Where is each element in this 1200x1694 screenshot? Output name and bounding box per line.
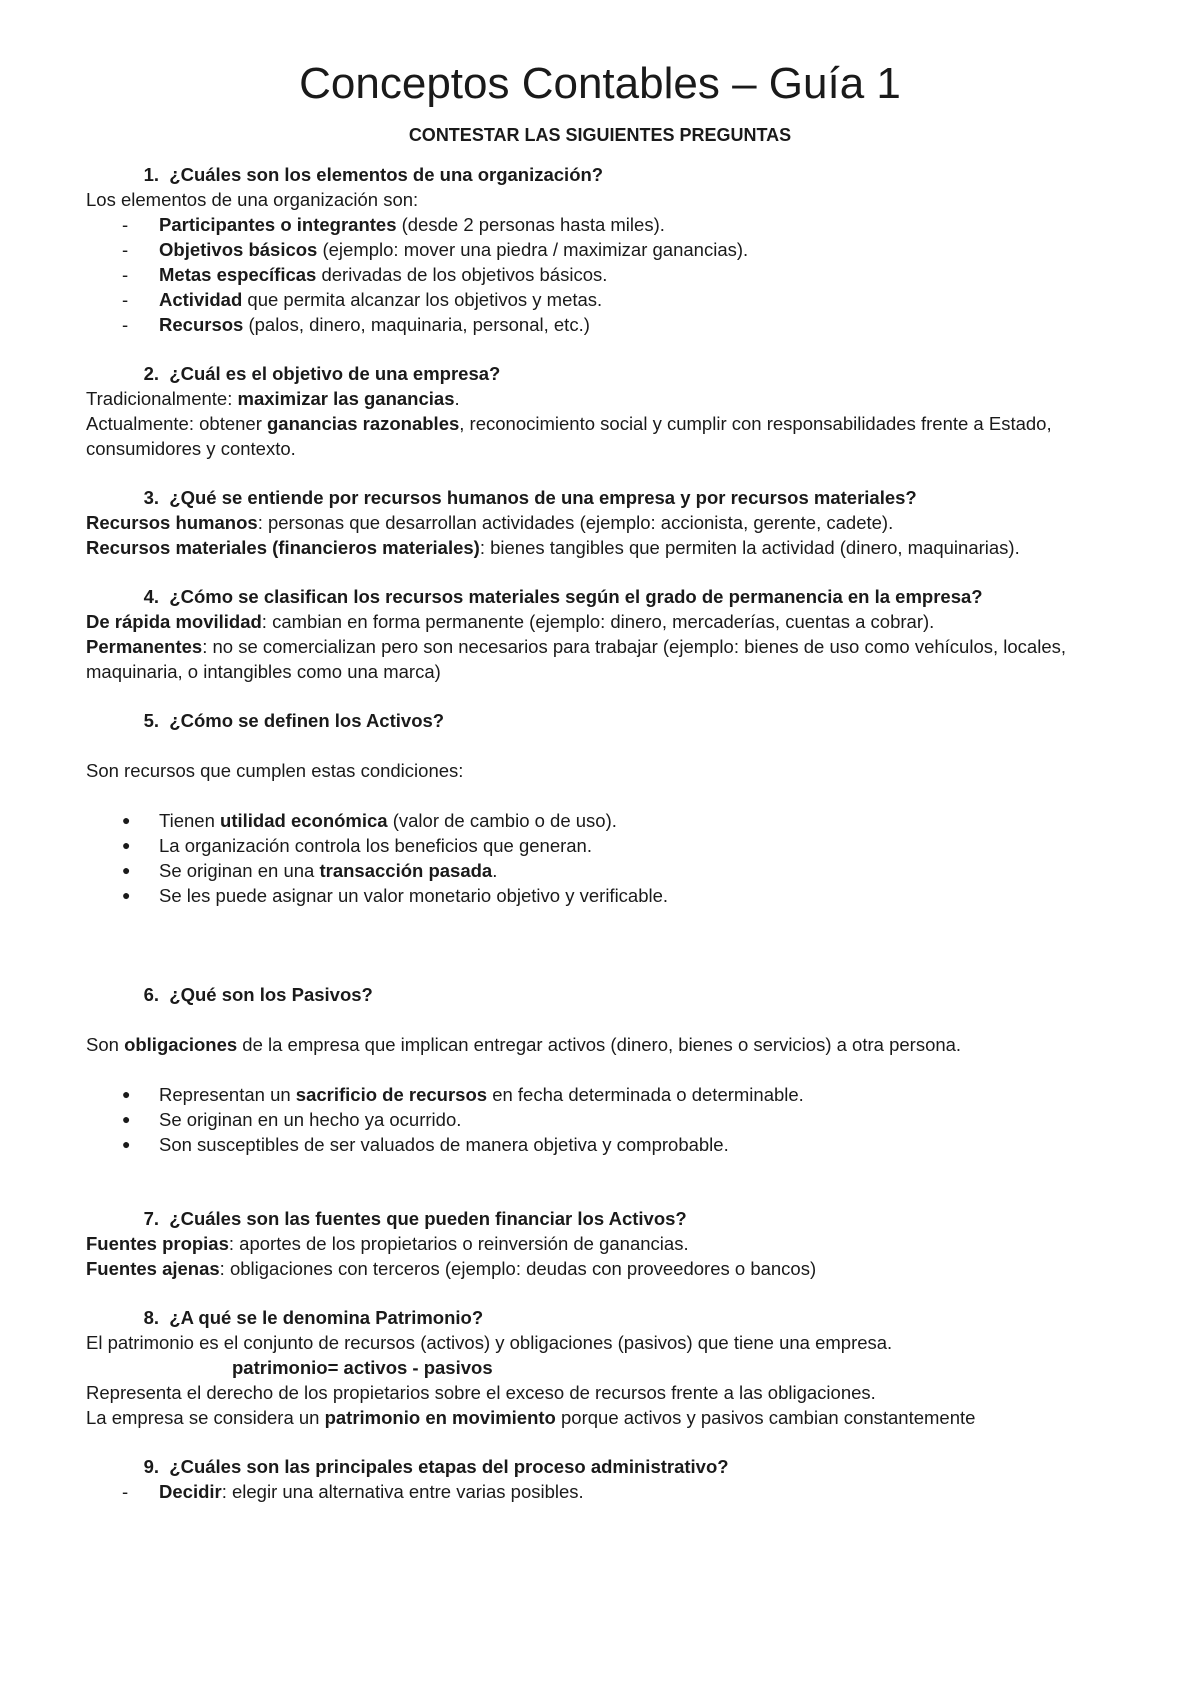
list-item: - Actividad que permita alcanzar los objetivos y metas. (122, 289, 603, 310)
bullet-icon: ● (122, 1086, 131, 1102)
bullet-icon: ● (122, 1111, 131, 1127)
definition: (desde 2 personas hasta miles). (396, 214, 665, 235)
term: Recursos (159, 314, 244, 335)
list-item: - Objetivos básicos (ejemplo: mover una piedra / maximizar ganancias). (122, 239, 749, 260)
question-heading (86, 982, 1114, 1007)
question-text: ¿Cómo se definen los Activos? (169, 710, 445, 731)
term: Metas específicas (159, 264, 317, 285)
list-item: ● La organización controla los beneficios que generan. (86, 833, 1114, 858)
question-heading (86, 162, 1114, 187)
question-text: ¿Cuál es el objetivo de una empresa? (169, 363, 501, 384)
definition: : elegir una alternativa entre varias posibles. (221, 1481, 584, 1502)
answer-paragraph: El patrimonio es el conjunto de recursos (activos) y obligaciones (pasivos) que tiene una empresa. (86, 1332, 893, 1353)
answer-paragraph: Fuentes ajenas: obligaciones con terceros (ejemplo: deudas con proveedores o bancos) (86, 1258, 817, 1279)
question-4-section (86, 584, 1114, 684)
list-item: ● Se les puede asignar un valor monetario objetivo y verificable. (86, 883, 1114, 908)
formula: patrimonio= activos - pasivos (232, 1357, 493, 1378)
definition: (palos, dinero, maquinaria, personal, etc.) (243, 314, 590, 335)
list-item: ● Tienen utilidad económica (valor de cambio o de uso). (86, 808, 1114, 833)
question-number: 8. (143, 1307, 159, 1328)
question-heading (86, 1454, 1114, 1479)
bullet-icon: ● (122, 837, 131, 853)
question-5-section (86, 708, 1114, 958)
question-number: 1. (143, 164, 159, 185)
term: Decidir (159, 1481, 222, 1502)
answer-paragraph: Tradicionalmente: maximizar las ganancias. (86, 388, 460, 409)
question-text: ¿A qué se le denomina Patrimonio? (169, 1307, 484, 1328)
bullet-icon: ● (122, 1136, 131, 1152)
question-heading (86, 1305, 1114, 1330)
list-item: ● Se originan en un hecho ya ocurrido. (86, 1107, 1114, 1132)
question-9-section (86, 1454, 1114, 1504)
list-item: - Metas específicas derivadas de los objetivos básicos. (122, 264, 608, 285)
question-6-section (86, 982, 1114, 1182)
definition: (ejemplo: mover una piedra / maximizar ganancias). (317, 239, 749, 260)
answer-paragraph: Permanentes: no se comercializan pero son necesarios para trabajar (ejemplo: bienes de uso como vehículos, locales, maquinaria, o intangibles como una marca) (86, 636, 1066, 682)
question-number: 5. (143, 710, 159, 731)
question-1-section (86, 162, 1114, 337)
question-heading (86, 708, 1114, 733)
answer-paragraph: La empresa se considera un patrimonio en movimiento porque activos y pasivos cambian constantemente (86, 1407, 976, 1428)
bullet-icon: ● (122, 862, 131, 878)
answer-paragraph: Fuentes propias: aportes de los propietarios o reinversión de ganancias. (86, 1233, 689, 1254)
question-heading (86, 1206, 1114, 1231)
answer-intro: Son recursos que cumplen estas condiciones: (86, 760, 464, 781)
answer-paragraph: De rápida movilidad: cambian en forma permanente (ejemplo: dinero, mercaderías, cuentas a cobrar). (86, 611, 935, 632)
question-number: 9. (143, 1456, 159, 1477)
question-number: 7. (143, 1208, 159, 1229)
bullet-icon: ● (122, 887, 131, 903)
term: Actividad (159, 289, 243, 310)
question-text: ¿Cuáles son los elementos de una organización? (169, 164, 604, 185)
question-heading (86, 361, 1114, 386)
question-number: 2. (143, 363, 159, 384)
page-subtitle: CONTESTAR LAS SIGUIENTES PREGUNTAS (408, 125, 792, 145)
list-item: ● Representan un sacrificio de recursos en fecha determinada o determinable. (86, 1082, 1114, 1107)
question-text: ¿Qué son los Pasivos? (169, 984, 373, 1005)
term: Objetivos básicos (159, 239, 318, 260)
term: Participantes o integrantes (159, 214, 397, 235)
answer-paragraph: Representa el derecho de los propietarios sobre el exceso de recursos frente a las obligaciones. (86, 1382, 876, 1403)
answer-paragraph: Recursos humanos: personas que desarrollan actividades (ejemplo: accionista, gerente, cadete). (86, 512, 894, 533)
question-heading (86, 584, 1114, 609)
question-number: 6. (143, 984, 159, 1005)
question-text: ¿Cuáles son las principales etapas del proceso administrativo? (169, 1456, 729, 1477)
question-2-section (86, 361, 1114, 461)
list-item: - Participantes o integrantes (desde 2 personas hasta miles). (122, 214, 665, 235)
definition: derivadas de los objetivos básicos. (316, 264, 608, 285)
definition: que permita alcanzar los objetivos y metas. (242, 289, 603, 310)
question-number: 3. (143, 487, 159, 508)
question-3-section (86, 485, 1114, 560)
list-item: ● Son susceptibles de ser valuados de manera objetiva y comprobable. (86, 1132, 1114, 1157)
question-text: ¿Qué se entiende por recursos humanos de una empresa y por recursos materiales? (169, 487, 917, 508)
answer-paragraph: Son obligaciones de la empresa que implican entregar activos (dinero, bienes o servicios) a otra persona. (86, 1034, 962, 1055)
bullet-icon: ● (122, 812, 131, 828)
question-text: ¿Cómo se clasifican los recursos materiales según el grado de permanencia en la empresa? (169, 586, 983, 607)
question-7-section (86, 1206, 1114, 1281)
list-item: - Decidir: elegir una alternativa entre varias posibles. (122, 1481, 584, 1502)
question-number: 4. (143, 586, 159, 607)
answer-intro: Los elementos de una organización son: (86, 189, 419, 210)
list-item: - Recursos (palos, dinero, maquinaria, personal, etc.) (122, 314, 590, 335)
question-8-section (86, 1305, 1114, 1430)
answer-paragraph: Actualmente: obtener ganancias razonables, reconocimiento social y cumplir con responsabilidades frente a Estado, consumidores y contexto. (86, 413, 1052, 459)
question-text: ¿Cuáles son las fuentes que pueden financiar los Activos? (169, 1208, 687, 1229)
page-title: Conceptos Contables – Guía 1 (299, 59, 901, 108)
list-item: ● Se originan en una transacción pasada. (86, 858, 1114, 883)
question-heading (86, 485, 1114, 510)
answer-paragraph: Recursos materiales (financieros materiales): bienes tangibles que permiten la actividad (dinero, maquinarias). (86, 537, 1020, 558)
